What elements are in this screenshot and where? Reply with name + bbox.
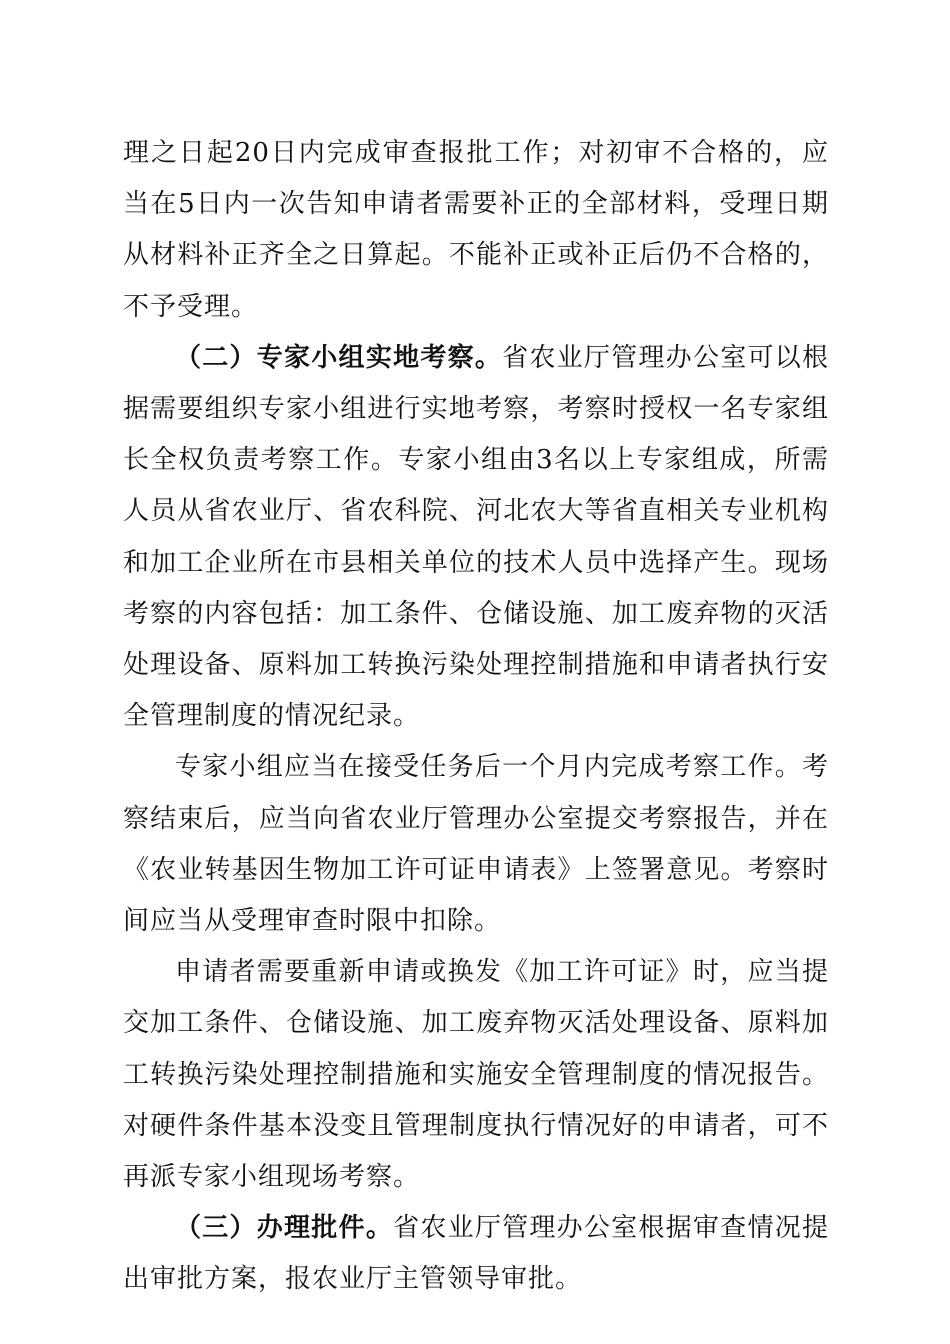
section-heading-approval: （三）办理批件。 bbox=[175, 1213, 394, 1244]
paragraph-expert-inspection bbox=[123, 333, 829, 743]
paragraph-text: 省农业厅管理办公室可以根据需要组织专家小组进行实地考察，考察时授权一名专家组长全权负责考察工作。专家小组由3名以上专家组成，所需人员从省农业厅、省农科院、河北农大等省直相关专业机构和加工企业所在市县相关单位的技术人员中选择产生。现场考察的内容包括：加工条件、仓储设施、加工废弃物的灭活处理设备、原料加工转换污染处理控制措施和申请者执行安全管理制度的情况纪录。 bbox=[123, 342, 829, 732]
section-heading-expert-inspection: （二）专家小组实地考察。 bbox=[175, 342, 503, 373]
paragraph-approval bbox=[123, 1203, 829, 1305]
paragraph-text: 理之日起20日内完成审查报批工作；对初审不合格的，应当在5日内一次告知申请者需要补正的全部材料，受理日期从材料补正齐全之日算起。不能补正或补正后仍不合格的，不予受理。 bbox=[123, 138, 829, 322]
paragraph-continuation bbox=[123, 128, 829, 333]
paragraph-text: 申请者需要重新申请或换发《加工许可证》时，应当提交加工条件、仓储设施、加工废弃物灭活处理设备、原料加工转换污染处理控制措施和实施安全管理制度的情况报告。对硬件条件基本没变且管理制度执行情况好的申请者，可不再派专家小组现场考察。 bbox=[123, 957, 829, 1193]
paragraph-text: 省农业厅管理办公室根据审查情况提出审批方案，报农业厅主管领导审批。 bbox=[123, 1213, 829, 1295]
paragraph-inspection-report bbox=[123, 742, 829, 947]
paragraph-text: 专家小组应当在接受任务后一个月内完成考察工作。考察结束后，应当向省农业厅管理办公室提交考察报告，并在《农业转基因生物加工许可证申请表》上签署意见。考察时间应当从受理审查时限中扣除。 bbox=[123, 752, 829, 937]
document-page bbox=[123, 128, 829, 1306]
paragraph-reapplication bbox=[123, 947, 829, 1203]
